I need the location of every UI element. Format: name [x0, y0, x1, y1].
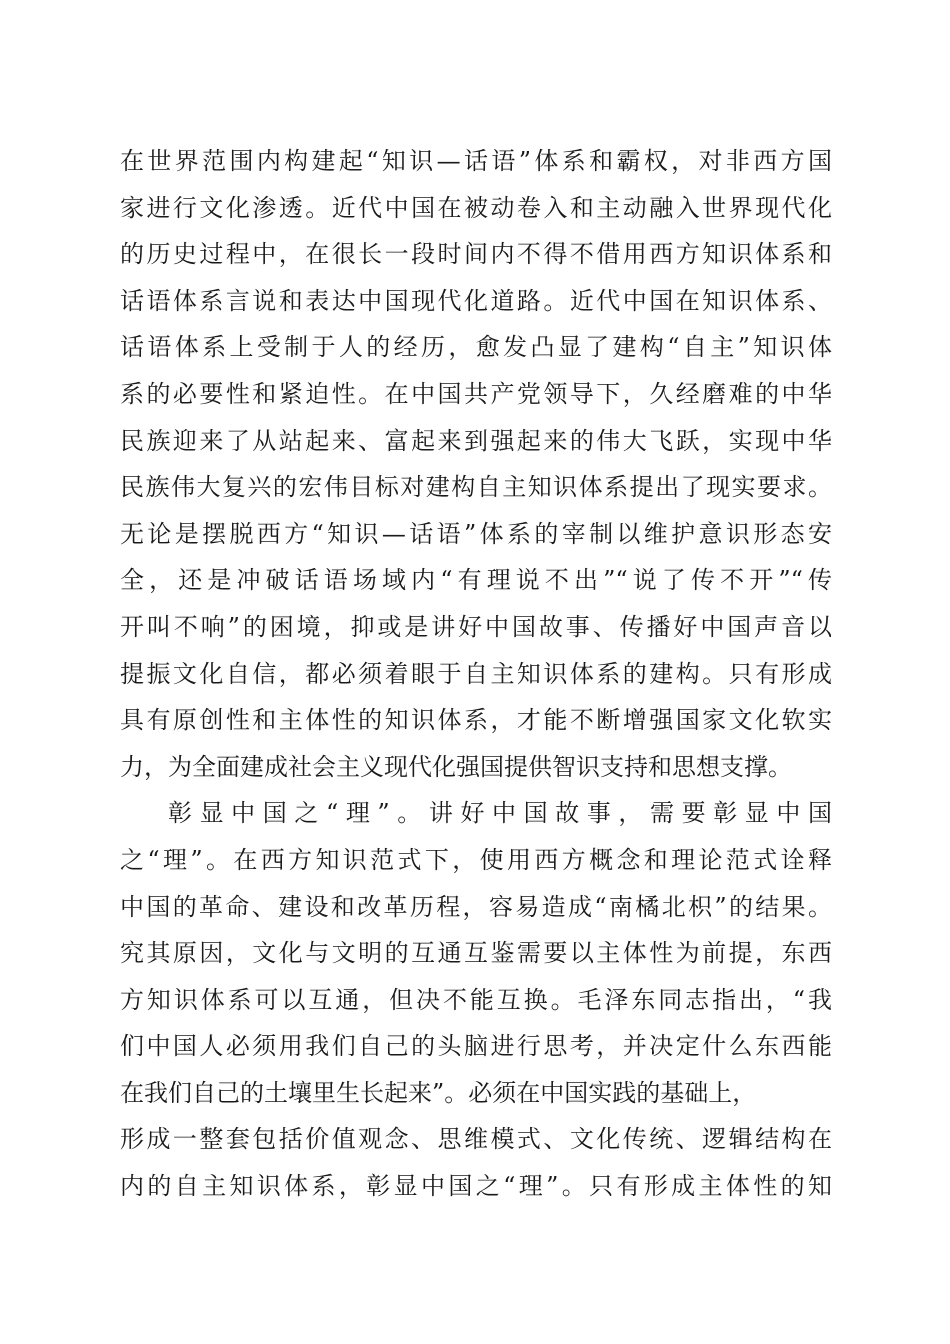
text-line: 在我们自己的土壤里生长起来”。必须在中国实践的基础上， — [120, 1078, 757, 1107]
text-line: 系的必要性和紧迫性。在中国共产党领导下，久经磨难的中华 — [120, 379, 832, 408]
text-line: 究其原因，文化与文明的互通互鉴需要以主体性为前提，东西 — [120, 939, 832, 968]
text-line: 开叫不响”的困境，抑或是讲好中国故事、传播好中国声音以 — [120, 612, 832, 641]
text-line: 方知识体系可以互通，但决不能互换。毛泽东同志指出，“我 — [120, 985, 832, 1014]
text-line: 力，为全面建成社会主义现代化强国提供智识支持和思想支撑。 — [120, 752, 792, 781]
text-line: 的历史过程中，在很长一段时间内不得不借用西方知识体系和 — [120, 240, 832, 269]
text-line: 之“理”。在西方知识范式下，使用西方概念和理论范式诠释 — [120, 845, 832, 874]
text-line: 民族迎来了从站起来、富起来到强起来的伟大飞跃，实现中华 — [120, 426, 832, 455]
text-line: 话语体系言说和表达中国现代化道路。近代中国在知识体系、 — [120, 286, 832, 315]
text-line: 中国的革命、建设和改革历程，容易造成“南橘北枳”的结果。 — [120, 892, 832, 921]
text-line: 无论是摆脱西方“知识—话语”体系的宰制以维护意识形态安 — [120, 519, 832, 548]
text-line: 家进行文化渗透。近代中国在被动卷入和主动融入世界现代化 — [120, 193, 832, 222]
text-line: 提振文化自信，都必须着眼于自主知识体系的建构。只有形成 — [120, 659, 832, 688]
body-text — [120, 138, 832, 1210]
paragraph-heading-line: 彰显中国之“理”。讲好中国故事，需要彰显中国 — [168, 799, 832, 828]
text-line: 们中国人必须用我们自己的头脑进行思考，并决定什么东西能 — [120, 1032, 832, 1061]
text-line: 在世界范围内构建起“知识—话语”体系和霸权，对非西方国 — [120, 147, 832, 175]
text-line: 全，还是冲破话语场域内“有理说不出”“说了传不开”“传 — [120, 566, 832, 595]
text-line: 话语体系上受制于人的经历，愈发凸显了建构“自主”知识体 — [120, 333, 832, 362]
text-line: 形成一整套包括价值观念、思维模式、文化传统、逻辑结构在 — [120, 1125, 832, 1154]
text-line: 具有原创性和主体性的知识体系，才能不断增强国家文化软实 — [120, 706, 832, 735]
text-line: 内的自主知识体系，彰显中国之“理”。只有形成主体性的知 — [120, 1172, 832, 1201]
text-line: 民族伟大复兴的宏伟目标对建构自主知识体系提出了现实要求。 — [120, 473, 832, 502]
